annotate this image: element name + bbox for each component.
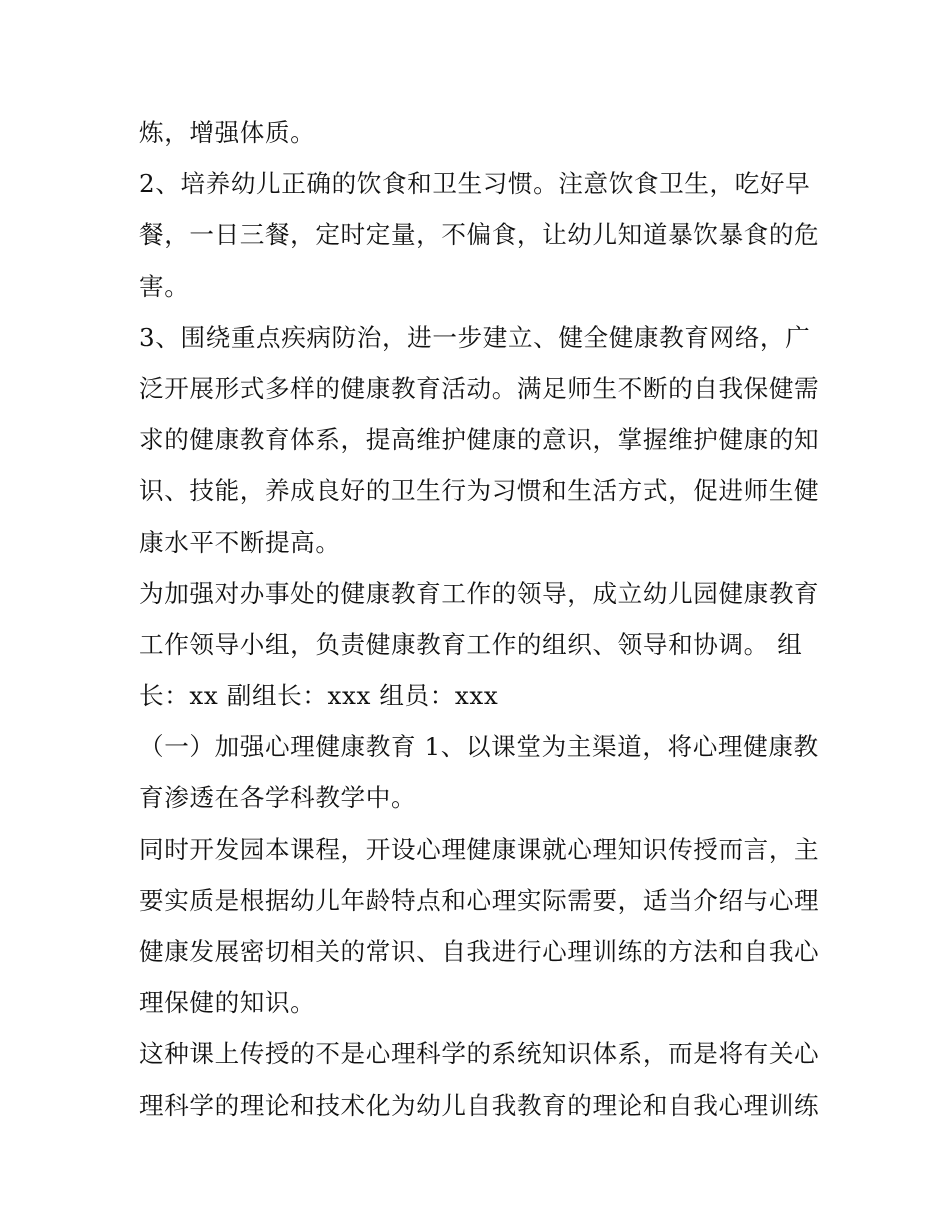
text-line: 理保健的知识。 (139, 988, 316, 1018)
text-line: 这种课上传授的不是心理科学的系统知识体系，而是将有关心 (139, 1039, 820, 1069)
text-line: 求的健康教育体系，提高维护健康的意识，掌握维护健康的知 (139, 425, 820, 455)
text-line: 识、技能，养成良好的卫生行为习惯和生活方式，促进师生健 (139, 476, 820, 506)
text-line: 健康发展密切相关的常识、自我进行心理训练的方法和自我心 (139, 937, 820, 966)
text-line: 工作领导小组，负责健康教育工作的组织、领导和协调。 组 (139, 629, 803, 659)
text-line: 3、围绕重点疾病防治，进一步建立、健全健康教育网络，广 (139, 322, 811, 352)
text-line: （一）加强心理健康教育 1、以课堂为主渠道，将心理健康教 (139, 732, 819, 762)
text-line: 要实质是根据幼儿年龄特点和心理实际需要，适当介绍与心理 (139, 885, 820, 915)
text-line: 害。 (139, 271, 190, 301)
text-line: 炼，增强体质。 (139, 118, 316, 147)
text-line: 泛开展形式多样的健康教育活动。满足师生不断的自我保健需 (139, 373, 820, 403)
text-line: 康水平不断提高。 (139, 527, 341, 557)
text-line: 育渗透在各学科教学中。 (139, 783, 417, 813)
text-line: 为加强对办事处的健康教育工作的领导，成立幼儿园健康教育 (139, 578, 820, 608)
text-line: 餐，一日三餐，定时定量，不偏食，让幼儿知道暴饮暴食的危 (139, 220, 820, 250)
text-line: 2、培养幼儿正确的饮食和卫生习惯。注意饮食卫生，吃好早 (139, 169, 811, 199)
text-line: 同时开发园本课程，开设心理健康课就心理知识传授而言，主 (139, 834, 820, 864)
text-line: 理科学的理论和技术化为幼儿自我教育的理论和自我心理训练 (139, 1090, 820, 1120)
document-body (139, 107, 819, 1131)
text-line: 长：xx 副组长：xxx 组员：xxx (139, 681, 499, 711)
